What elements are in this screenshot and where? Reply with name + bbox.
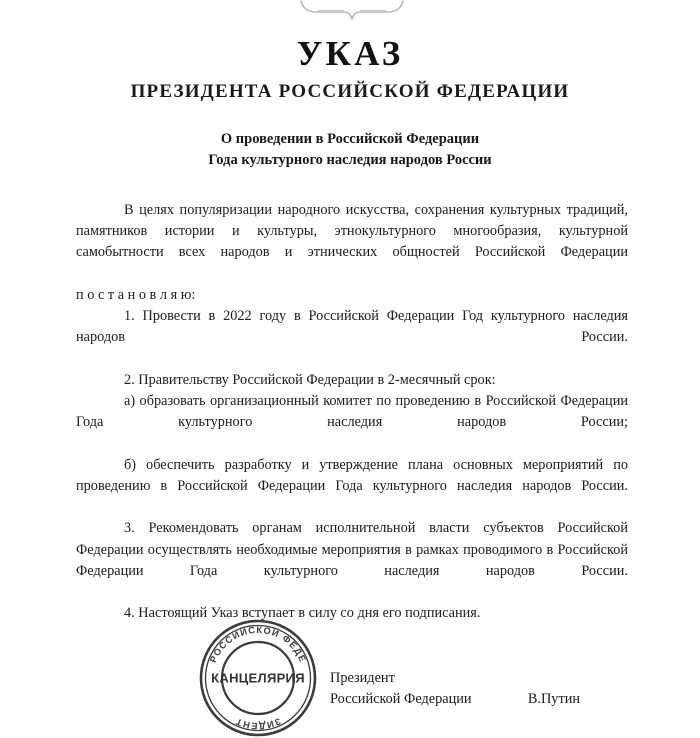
signature-name: В.Путин (527, 691, 580, 708)
decorative-brace (0, 0, 700, 26)
document-body (76, 200, 628, 624)
svg-text:КАНЦЕЛЯРИЯ: КАНЦЕЛЯРИЯ (211, 670, 305, 686)
document-subject (0, 129, 700, 170)
svg-text:РОССИЙСКОЙ ФЕДЕ: РОССИЙСКОЙ ФЕДЕ (207, 624, 309, 665)
decree-verb-line (76, 285, 628, 306)
document-subject-line-2: Года культурного наследия народов России (208, 151, 492, 168)
document-subject-line-1: О проведении в Российской Федерации (220, 131, 480, 147)
provision-item-3: 3. Рекомендовать органам исполнительной власти субъектов Российской Федерации осуществлять необходимые мероприятия в рамках проводимого в Российской Федерации Года культурного наследия народов России. (76, 520, 628, 579)
signature-role-row (330, 668, 580, 689)
signature-role: Президент (330, 670, 395, 686)
decree-verb: п о с т а н о в л я ю: (76, 286, 196, 303)
svg-text:ЗИДЕНТ: ЗИДЕНТ (233, 716, 283, 732)
provision-item-2a: а) образовать организационный комитет по проведению в Российской Федерации Года культурного наследия народов России; (76, 392, 628, 431)
issuing-authority: ПРЕЗИДЕНТА РОССИЙСКОЙ ФЕДЕРАЦИИ (130, 81, 570, 102)
signature-block (330, 668, 670, 711)
chancellery-stamp (198, 618, 318, 738)
provision-item-1: 1. Провести в 2022 году в Российской Федерации Год культурного наследия народов России. (76, 308, 628, 346)
provision-item-2: 2. Правительству Российской Федерации в 2-месячный срок: (124, 371, 496, 388)
preamble-paragraph (76, 200, 628, 285)
preamble-text: В целях популяризации народного искусства, сохранения культурных традиций, памятников истории и культуры, этнокультурного многообразия, культурной самобытности всех народов и этнических общностей Российской Федерации (76, 202, 628, 261)
signature-name-row (330, 689, 580, 710)
provision-item-4: 4. Настоящий Указ вступает в силу со дня его подписания. (124, 605, 481, 622)
document-title: УКАЗ (296, 34, 404, 73)
signature-role-line-2: Российской Федерации (330, 691, 472, 708)
provision-item-2b: б) обеспечить разработку и утверждение плана основных мероприятий по проведению в Российской Федерации Года культурного наследия народов России. (76, 456, 628, 494)
